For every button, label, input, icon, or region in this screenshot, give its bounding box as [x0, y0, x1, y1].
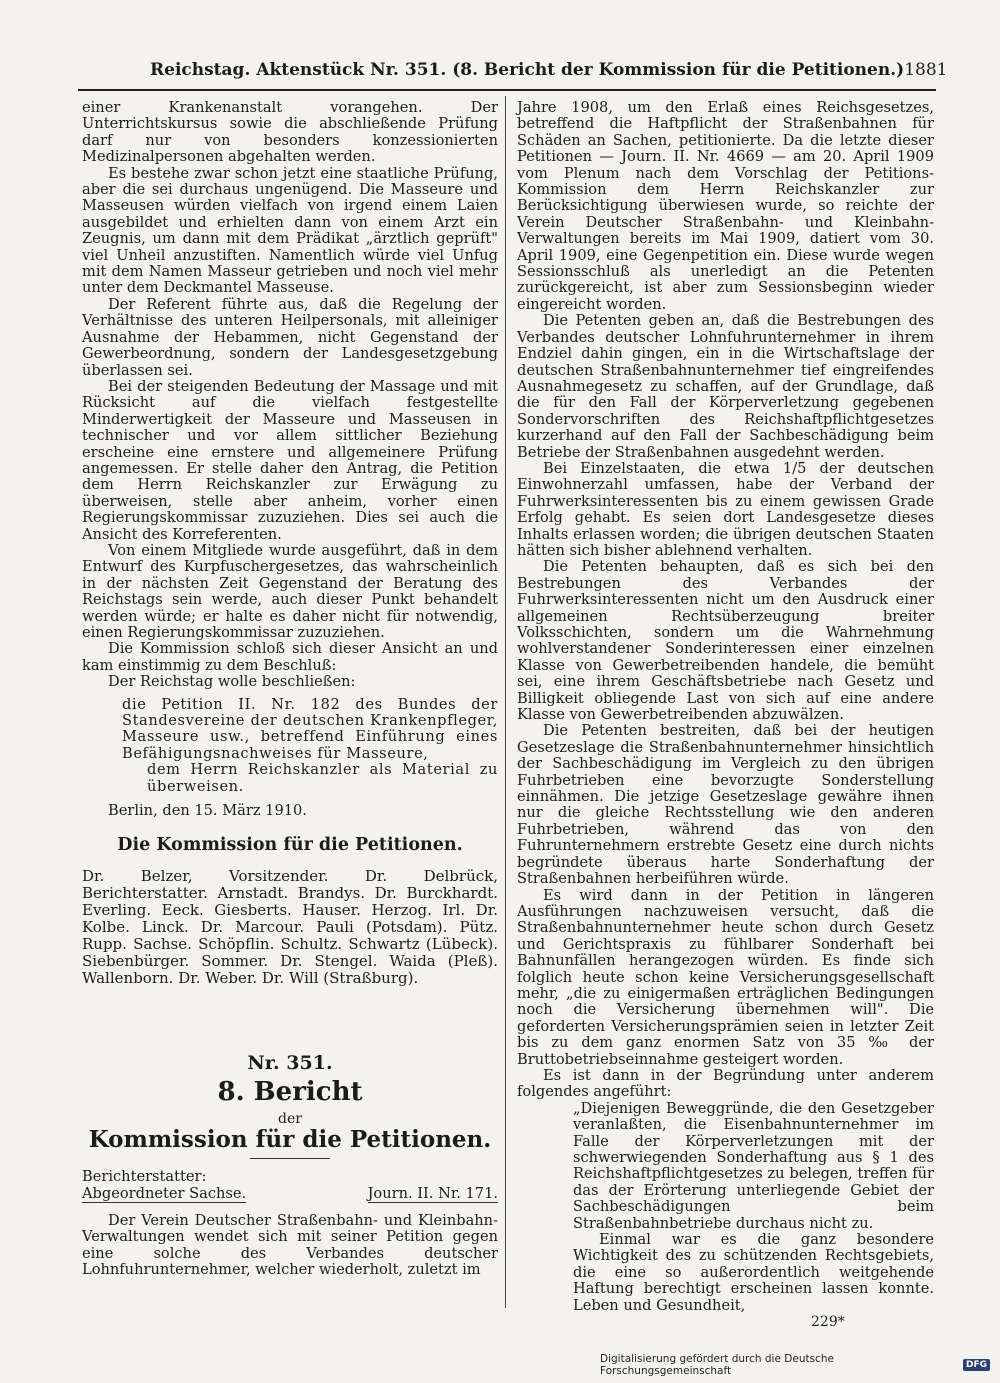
left-column	[82, 100, 498, 1279]
footer-text: Digitalisierung gefördert durch die Deutsche Forschungsgemeinschaft	[600, 1353, 834, 1377]
quoted-paragraph: „Diejenigen Beweggründe, die den Gesetzgeber veranlaßten, die Eisenbahnunternehmer im Falle der Körperverletzungen mit der schwerwiegenden Sonderhaftung aus § 1 des Reichshaftpflichtgesetzes zu belegen, treffen für das der Erörterung unterliegende Gebiet der Sachbeschädigungen beim Straßenbahnbetriebe durchaus nicht zu.	[573, 1099, 934, 1232]
sheet-number: 229*	[811, 1314, 845, 1330]
paragraph: Der Referent führte aus, daß die Regelung der Verhältnisse des unteren Heilpersonals, mit alleiniger Ausnahme der Hebammen, nicht Gegenstand der Gewerbeordnung, sondern der Landesgesetzgebung überlassen sei.	[82, 295, 498, 379]
digitization-footer	[600, 1353, 990, 1377]
members-list: Dr. Belzer, Vorsitzender. Dr. Delbrück, Berichterstatter. Arnstadt. Brandys. Dr. Burckhardt. Everling. Eeck. Giesberts. Hauser. Herzog. Irl. Dr. Kolbe. Linck. Dr. Marcour. Pauli (Potsdam). Pütz. Rupp. Sachse. Schöpflin. Schultz. Schwartz (Lübeck). Siebenbürger. Sommer. Dr. Stengel. Waida (Pleß). Wallenborn. Dr. Weber. Dr. Will (Straßburg).	[82, 866, 498, 987]
page-number: 1881	[904, 60, 948, 80]
right-column	[517, 100, 934, 1314]
date-line: Berlin, den 15. März 1910.	[108, 802, 307, 820]
spacer	[82, 987, 498, 1055]
paragraph: Es wird dann in der Petition in längeren Ausführungen nachzuweisen versucht, daß die Straßenbahnunternehmer heute schon durch Gesetz und Gerichtspraxis zu fühlbarer Sonderhaft bei Bahnunfällen herangezogen würden. Es finde sich folglich heute schon keine Versicherungsgesellschaft mehr, „die zu einigermaßen erträglichen Bedingungen noch die Versicherung übernehmen will". Die geforderten Versicherungsprämien seien in letzter Zeit bis zu dem ganz enormen Satz von 35 ‰ der Bruttobetriebseinnahme gesteigert worden.	[517, 886, 934, 1068]
paragraph: Es ist dann in der Begründung unter anderem folgendes angeführt:	[517, 1066, 934, 1101]
paragraph: Die Petenten geben an, daß die Bestrebungen des Verbandes deutscher Lohnfuhrunternehmer in ihrem Endziel dahin gingen, ein in die Wirtschaftslage der deutschen Straßenbahnunternehmer tief eingreifendes Ausnahmegesetz zu schaffen, auf der Grundlage, daß die für den Fall der Körperverletzung gegebenen Sondervorschriften des Reichshaftpflichtgesetzes kurzerhand auf den Fall der Sachbeschädigung beim Betriebe der Straßenbahnen ausgedehnt werden.	[517, 312, 934, 461]
paragraph: Es bestehe zwar schon jetzt eine staatliche Prüfung, aber die sei durchaus ungenügend. Die Masseure und Masseusen würden vielfach von irgend einem Laien ausgebildet und erhielten dann von einem Arzt ein Zeugnis, um dann mit dem Prädikat „ärztlich geprüft" viel Unheil anzustiften. Namentlich würde viel Unfug mit dem Namen Masseur getrieben und noch viel mehr unter dem Deckmantel Masseuse.	[82, 164, 498, 297]
paragraph: Der Verein Deutscher Straßenbahn- und Kleinbahn-Verwaltungen wendet sich mit seiner Petition gegen eine solche des Verbandes deutscher Lohnfuhrunternehmer, welcher wiederholt, zuletzt im	[82, 1211, 498, 1279]
quoted-paragraph: Einmal war es die ganz besondere Wichtigkeit des zu schützenden Rechtsgebiets, die eine so außerordentlich weitgehende Haftung berechtigt erscheinen lassen konnte. Leben und Gesundheit,	[573, 1231, 934, 1314]
committee-heading: Die Kommission für die Petitionen.	[117, 835, 463, 856]
paragraph: Die Kommission schloß sich dieser Ansicht an und kam einstimmig zu dem Beschluß:	[82, 640, 498, 674]
resolution-text: dem Herrn Reichskanzler als Material zu überweisen.	[147, 761, 498, 795]
paragraph: Von einem Mitgliede wurde ausgeführt, daß in dem Entwurf des Kurpfuschergesetzes, das wahrscheinlich in der nächsten Zeit Gegenstand der Beratung des Reichstags sein werde, auch dieser Punkt behandelt werden würde; er halte es daher nicht für notwendig, einen Regierungskommissar zuzuziehen.	[82, 541, 498, 641]
paragraph: Die Petenten behaupten, daß es sich bei den Bestrebungen des Verbandes der Fuhrwerksinteressenten nicht um den Ausdruck einer allgemeinen Rechtsüberzeugung breiter Volksschichten, sondern um die Wahrnehmung wohlverstandener Sonderinteressen einer einzelnen Klasse von Gewerbetreibenden handele, die bemüht sei, eine ihrem Geschäftsbetriebe nach Gesetz und Billigkeit obliegende Last von sich auf eine andere Klasse von Gewerbetreibenden abzuwälzen.	[517, 558, 934, 724]
document-number: Nr. 351.	[247, 1051, 333, 1074]
report-title-connector: der	[278, 1111, 302, 1128]
report-title: 8. Bericht	[217, 1077, 363, 1108]
rapporteur-name: Abgeordneter Sachse.	[82, 1184, 247, 1202]
rapporteur-block	[82, 1169, 498, 1203]
paragraph: Bei der steigenden Bedeutung der Massage und mit Rücksicht auf die vielfach festgestellte Minderwertigkeit der Masseure und Masseusen in technischer und vor allem sittlicher Beziehung erscheine eine ernstere und allgemeinere Prüfung angemessen. Er stelle daher den Antrag, die Petition dem Herrn Reichskanzler zur Erwägung zu überweisen, stelle aber anheim, vorher einen Regierungskommissar zuzuziehen. Dies sei auch die Ansicht des Korreferenten.	[82, 377, 498, 543]
paragraph: Jahre 1908, um den Erlaß eines Reichsgesetzes, betreffend die Haftpflicht der Straßenbahnen für Schäden an Sachen, petitionierte. Da die letzte dieser Petitionen — Journ. II. Nr. 4669 — am 20. April 1909 vom Plenum nach dem Vorschlag der Petitions-Kommission dem Herrn Reichskanzler zur Berücksichtigung überwiesen wurde, so reichte der Verein Deutscher Straßenbahn- und Kleinbahn-Verwaltungen bereits im Mai 1909, datiert vom 30. April 1909, eine Gegenpetition ein. Diese wurde wegen Sessionsschluß als unerledigt an die Petenten zurückgereicht, ist aber zum Sessionsbeginn wieder eingereicht worden.	[517, 99, 934, 313]
paragraph: Bei Einzelstaaten, die etwa 1/5 der deutschen Einwohnerzahl umfassen, habe der Verband der Fuhrwerksinteressenten bis zu einem gewissen Grade Erfolg gehabt. Es seien dort Landesgesetze dieses Inhalts erlassen worden; die übrigen deutschen Staaten hätten sich bisher ablehnend verhalten.	[517, 459, 934, 559]
resolution-text: die Petition II. Nr. 182 des Bundes der Standesvereine der deutschen Krankenpfleger, Masseure usw., betreffend Einführung eines Befähigungsnachweises für Masseure,	[122, 695, 498, 762]
running-title: Reichstag. Aktenstück Nr. 351. (8. Bericht der Kommission für die Petitionen.)	[150, 60, 905, 80]
rapporteur-label: Berichterstatter:	[82, 1168, 207, 1186]
dfg-logo: DFG	[963, 1359, 990, 1371]
column-divider	[505, 96, 506, 1308]
resolution-intro: Der Reichstag wolle beschließen:	[108, 673, 356, 691]
paragraph: einer Krankenanstalt vorangehen. Der Unterrichtskursus sowie die abschließende Prüfung darf nur von besonders konzessionierten Medizinalpersonen abgehalten werden.	[82, 99, 498, 166]
journal-number: Journ. II. Nr. 171.	[367, 1184, 498, 1202]
paragraph: Die Petenten bestreiten, daß bei der heutigen Gesetzeslage die Straßenbahnunternehmer hinsichtlich der Sachbeschädigung im Vergleich zu den übrigen Fuhrbetrieben eine bevorzugte Sonderstellung einnähmen. Die jetzige Gesetzeslage gewähre ihnen nur die gleiche Rechtsstellung wie den anderen Fuhrbetrieben, während das von den Fuhrunternehmern erstrebte Gesetz eine durch nichts begründete überaus harte Sonderhaftung der Straßenbahnen herbeiführen würde.	[517, 722, 934, 888]
header-rule	[78, 89, 936, 91]
short-rule	[250, 1158, 330, 1159]
commission-title: Kommission für die Petitionen.	[88, 1125, 492, 1153]
page-header	[150, 60, 948, 88]
